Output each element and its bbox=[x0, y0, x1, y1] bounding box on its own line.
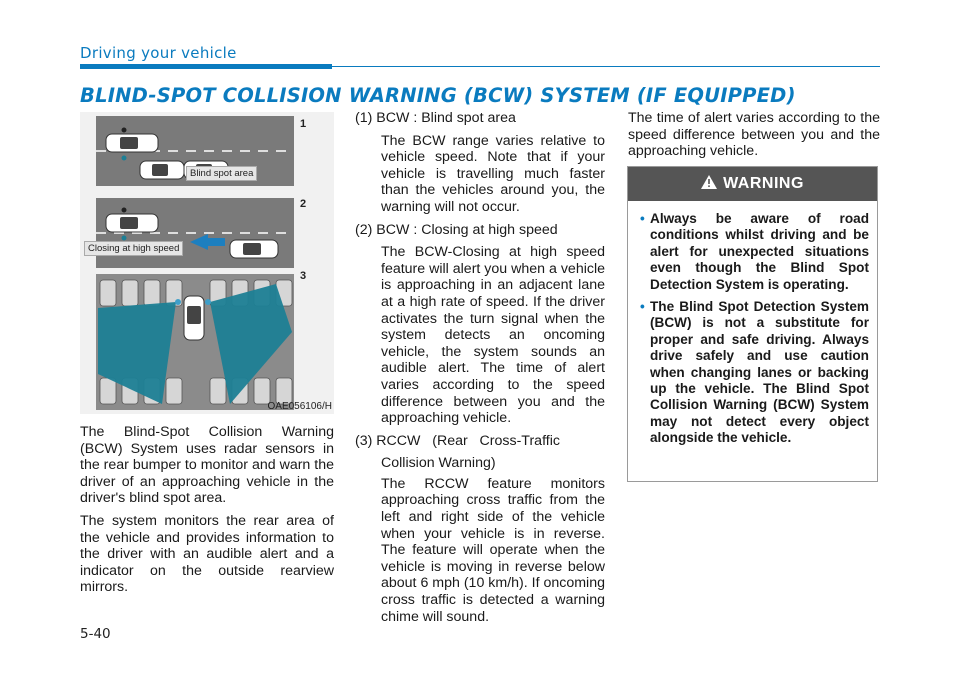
column-3 bbox=[628, 110, 880, 166]
item-3-heading-cont: Collision Warning) bbox=[381, 455, 496, 472]
label-closing-high-speed: Closing at high speed bbox=[84, 241, 183, 256]
continued-paragraph: The time of alert varies according to the speed difference between you and the approaching vehicle. bbox=[628, 110, 880, 160]
figure-number-2: 2 bbox=[300, 198, 307, 210]
section-title: Driving your vehicle bbox=[80, 44, 237, 62]
figure-number-1: 1 bbox=[300, 118, 307, 130]
item-2-heading: (2) BCW : Closing at high speed bbox=[355, 221, 558, 238]
page-heading: BLIND-SPOT COLLISION WARNING (BCW) SYSTEM (IF EQUIPPED) bbox=[80, 84, 796, 107]
header-rule-thick bbox=[80, 64, 332, 69]
monitor-paragraph: The system monitors the rear area of the vehicle and provides information to the driver with an audible alert and a indicator on the outside rearview mirrors. bbox=[80, 512, 334, 596]
item-3-heading: (3) RCCW (Rear Cross-Traffic bbox=[355, 432, 560, 449]
warning-title: WARNING bbox=[723, 175, 804, 192]
figure-code: OAE056106/H bbox=[267, 401, 332, 412]
warning-header bbox=[628, 167, 877, 201]
header-rule-thin bbox=[332, 66, 880, 67]
column-1 bbox=[80, 424, 334, 602]
label-blind-spot: Blind spot area bbox=[186, 166, 257, 181]
warning-item: • The Blind Spot Detection System (BCW) is not a substitute for proper and safe driving. Always drive safely and use caution when changing lanes or backing up the vehicle. The Blind Spot Collision Warning (BCW) System may not detect every object alongside the vehicle. bbox=[640, 299, 869, 446]
warning-list bbox=[628, 201, 877, 447]
warning-box bbox=[627, 166, 878, 482]
bcw-illustration-graphic bbox=[80, 112, 334, 414]
bullet-icon: • bbox=[640, 299, 645, 315]
column-2 bbox=[355, 110, 605, 631]
page-number: 5-40 bbox=[80, 626, 111, 642]
bullet-icon: • bbox=[640, 211, 645, 226]
warning-item: • Always be aware of road conditions whilst driving and be alert for unexpected situations even though the Blind Spot Detection System is operating. bbox=[640, 211, 869, 292]
figure-number-3: 3 bbox=[300, 270, 307, 282]
item-1-body: The BCW range varies relative to vehicle speed. Note that if your vehicle is travelling much faster than the vehicles around you, the warning will not occur. bbox=[381, 132, 605, 215]
item-3-body: The RCCW feature monitors approaching cross traffic from the left and right side of the vehicle when your vehicle is in reverse. The feature will operate when the vehicle is moving in reverse below about 6 mph (10 km/h). If oncoming cross traffic is detected a warning chime will sound. bbox=[381, 475, 605, 625]
item-1-heading: (1) BCW : Blind spot area bbox=[355, 110, 516, 126]
item-2-body: The BCW-Closing at high speed feature will alert you when a vehicle is approaching in an adjacent lane at a high rate of speed. If the driver activates the turn signal when the system detects an oncoming vehicle, the system sounds an audible alert. The time of alert varies according to the speed difference between you and the approaching vehicle. bbox=[381, 244, 605, 427]
intro-paragraph: The Blind-Spot Collision Warning (BCW) System uses radar sensors in the rear bumper to monitor and warn the driver of an approaching vehicle in the driver's blind spot area. bbox=[80, 424, 334, 507]
warning-triangle-icon bbox=[701, 175, 717, 194]
bcw-illustration bbox=[80, 112, 334, 414]
